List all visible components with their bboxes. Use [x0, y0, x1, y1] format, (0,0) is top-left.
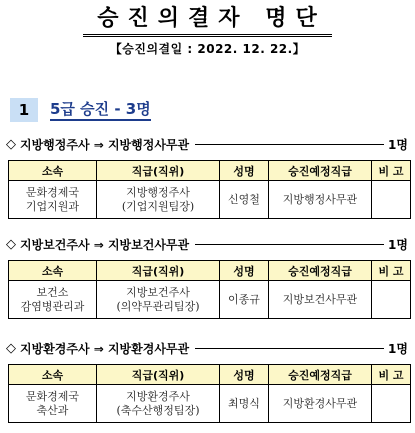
table-header-row — [9, 161, 411, 181]
dept-line1: 문화경제국 — [25, 185, 80, 199]
cell-note — [372, 385, 411, 423]
cell-name: 신영철 — [220, 181, 269, 219]
rank-line2: (축수산행정팀장) — [116, 403, 200, 417]
dept-line2: 기업지원과 — [25, 199, 80, 213]
group-rule: 지방환경주사 ⇒ 지방환경사무관 — [20, 341, 190, 356]
cell-dept — [9, 281, 97, 319]
leader-line — [195, 348, 384, 349]
promotion-table — [8, 260, 411, 319]
col-rank-header: 직급(직위) — [97, 261, 220, 281]
cell-target: 지방보건사무관 — [269, 281, 372, 319]
col-note-header: 비 고 — [372, 365, 411, 385]
col-target-header: 승진예정직급 — [269, 365, 372, 385]
section-title: 5급 승진 - 3명 — [50, 100, 151, 121]
col-name-header: 성명 — [220, 161, 269, 181]
promotion-table — [8, 160, 411, 219]
cell-rank — [97, 281, 220, 319]
group-count: 1명 — [388, 341, 408, 356]
col-rank-header: 직급(직위) — [97, 161, 220, 181]
leader-line — [195, 144, 384, 145]
table-header-row — [9, 261, 411, 281]
table-row — [9, 181, 411, 219]
cell-name: 최명식 — [220, 385, 269, 423]
section-header — [10, 98, 151, 122]
promotion-group — [6, 340, 408, 423]
cell-rank — [97, 181, 220, 219]
col-note-header: 비 고 — [372, 161, 411, 181]
dept-line1: 보건소 — [36, 285, 69, 299]
cell-dept — [9, 385, 97, 423]
group-rule-line — [6, 236, 408, 252]
col-name-header: 성명 — [220, 365, 269, 385]
group-rule: 지방행정주사 ⇒ 지방행정사무관 — [20, 137, 190, 152]
decision-date: 【승진의결일 : 2022. 12. 22.】 — [109, 42, 306, 56]
cell-rank — [97, 385, 220, 423]
cell-target: 지방환경사무관 — [269, 385, 372, 423]
rank-line2: (의약무관리팀장) — [116, 299, 200, 313]
dept-line2: 감염병관리과 — [20, 299, 85, 313]
section-number: 1 — [10, 98, 38, 122]
table-header-row — [9, 365, 411, 385]
col-note-header: 비 고 — [372, 261, 411, 281]
col-target-header: 승진예정직급 — [269, 261, 372, 281]
col-dept-header: 소속 — [9, 261, 97, 281]
promotion-group — [6, 236, 408, 319]
promotion-table — [8, 364, 411, 423]
rank-line1: 지방보건주사 — [126, 285, 190, 299]
col-name-header: 성명 — [220, 261, 269, 281]
group-count: 1명 — [388, 137, 408, 152]
dept-line2: 축산과 — [36, 403, 69, 417]
col-rank-header: 직급(직위) — [97, 365, 220, 385]
rank-line1: 지방행정주사 — [126, 185, 190, 199]
group-rule-line — [6, 136, 408, 152]
cell-note — [372, 181, 411, 219]
diamond-icon: ◇ — [6, 136, 16, 152]
cell-target: 지방행정사무관 — [269, 181, 372, 219]
group-count: 1명 — [388, 237, 408, 252]
leader-line — [195, 244, 384, 245]
title-wrapper — [0, 4, 415, 37]
table-row — [9, 385, 411, 423]
table-row — [9, 281, 411, 319]
diamond-icon: ◇ — [6, 236, 16, 252]
cell-dept — [9, 181, 97, 219]
rank-line2: (기업지원팀장) — [121, 199, 195, 213]
cell-note — [372, 281, 411, 319]
cell-name: 이종규 — [220, 281, 269, 319]
group-rule: 지방보건주사 ⇒ 지방보건사무관 — [20, 237, 190, 252]
dept-line1: 문화경제국 — [25, 389, 80, 403]
col-target-header: 승진예정직급 — [269, 161, 372, 181]
rank-line1: 지방환경주사 — [126, 389, 190, 403]
col-dept-header: 소속 — [9, 161, 97, 181]
col-dept-header: 소속 — [9, 365, 97, 385]
group-rule-line — [6, 340, 408, 356]
promotion-group — [6, 136, 408, 219]
page-title: 승진의결자 명단 — [83, 4, 331, 37]
diamond-icon: ◇ — [6, 340, 16, 356]
